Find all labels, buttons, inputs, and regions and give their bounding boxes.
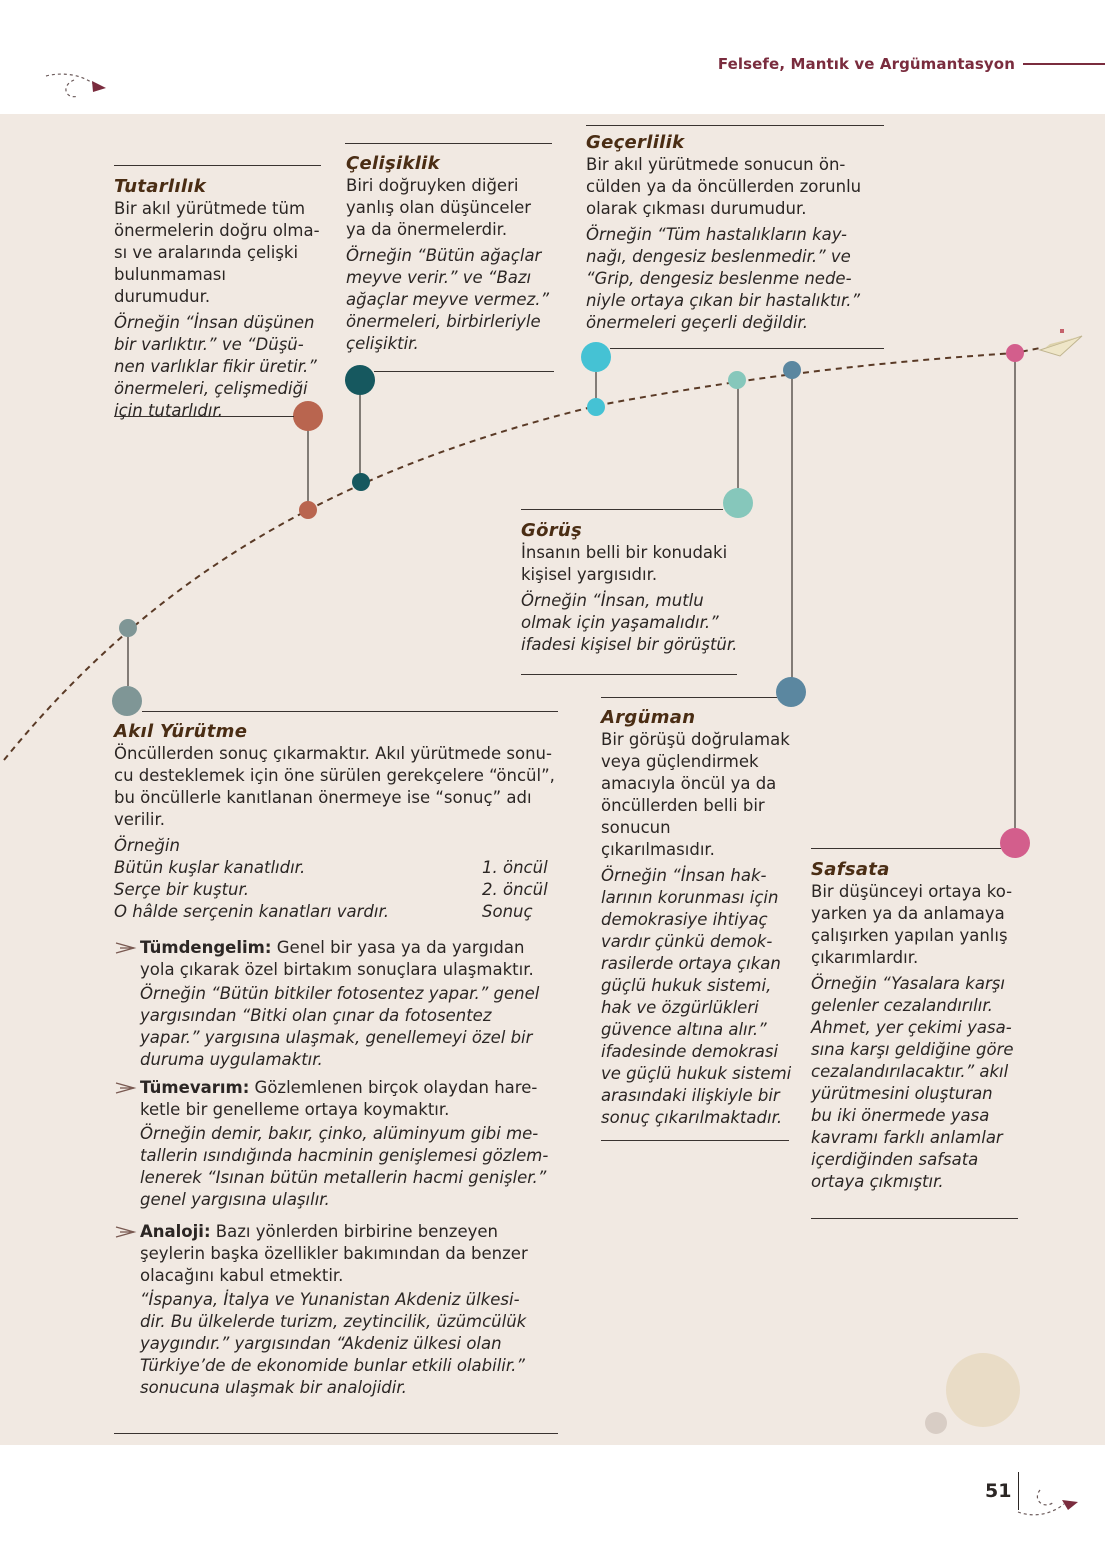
dashed-arrow-icon <box>46 74 106 97</box>
tumevarim-item: Tümevarım: Gözlemlenen birçok olaydan hare- ketle bir genelleme ortaya koymaktır. Örneğin demir, bakır, çinko, alüminyum gibi me- tallerin ısındığında hacminin genişlemesi gözlem- lenerek “Isınan bütün metallerin hacmi genişler.” genel yargısına ulaşılır. <box>114 1077 560 1211</box>
arguman-dot-large <box>776 677 806 707</box>
akil-rule-bottom <box>114 1433 558 1434</box>
gecerlilik-dot-small <box>587 398 605 416</box>
gorus-dot-large <box>723 488 753 518</box>
arguman-line: amacıyla öncül ya da <box>601 774 777 793</box>
analoji-item: Analoji: Bazı yönlerden birbirine benzeyen şeylerin başka özellikler bakımından da benzer olacağını kabul etmektir. “İspanya, İtalya ve Yunanistan Akdeniz ülkesi- dir. Bu ülkelerde turizm, zeytincilik, üzümcülük yaygındır.” yargısından “Akdeniz ülkesi olan Türkiye’de de ekonomide bunlar etkili olabilir.” sonucuna ulaşmak bir analojidir. <box>114 1221 560 1399</box>
safsata-dot-large <box>1000 828 1030 858</box>
celiskilik-rule-top <box>345 143 552 144</box>
safsata-example: Örneğin “Yasalara karşı gelenler cezalandırılır. Ahmet, yer çekimi yasa- sına karşı geldiğine göre cezalandırılacaktır.” akıl yürütmesini oluşturan bu iki önermede yasa kavramı farklı anlamlar içerdiğinden safsata ortaya çıkmıştır. <box>811 974 1014 1191</box>
arguman-rule-bottom <box>601 1140 789 1141</box>
gorus-line: İnsanın belli bir konudaki <box>521 543 728 562</box>
celiskilik-line: yanlış olan düşünceler <box>346 198 532 217</box>
akil-line: bu öncüllerle kanıtlanan önermeye ise “sonuç” adı <box>114 788 532 807</box>
analoji-example: “İspanya, İtalya ve Yunanistan Akdeniz ülkesi- dir. Bu ülkelerde turizm, zeytincilik, üzümcülük yaygındır.” yargısından “Akdeniz ülkesi olan Türkiye’de de ekonomide bunlar etkili olabilir.” sonucuna ulaşmak bir analojidir. <box>140 1290 527 1397</box>
gorus-box <box>521 520 751 656</box>
tutarlilik-example: Örneğin “İnsan düşünen bir varlıktır.” ve “Düşü- nen varlıklar fikir üretir.” önermeleri, çelişmediği için tutarlıdır. <box>114 313 317 420</box>
arrow-icon <box>114 1080 138 1096</box>
akil-line: cu desteklemek için öne sürülen gerekçelere “öncül”, <box>114 766 555 785</box>
gorus-rule-bottom <box>521 674 737 675</box>
gecerlilik-dot-large <box>581 342 611 372</box>
tumdengelim-example: Örneğin “Bütün bitkiler fotosentez yapar.” genel yargısından “Bitki olan çınar da fotosentez yapar.” yargısına ulaşmak, genellemeyi özel bir duruma uygulamaktır. <box>140 984 540 1069</box>
safsata-rule-top <box>811 848 1001 849</box>
akil-title: Akıl Yürütme <box>114 721 248 742</box>
safsata-title: Safsata <box>811 859 890 880</box>
tutarlilik-line: bulunmaması durumudur. <box>114 265 226 306</box>
arguman-line: sonucun <box>601 818 671 837</box>
safsata-box <box>811 859 1026 1193</box>
safsata-line: Bir düşünceyi ortaya ko- <box>811 882 1013 901</box>
celiskilik-dot-small <box>352 473 370 491</box>
syllogism-row: O hâlde serçenin kanatları vardır. Sonuç <box>114 902 533 921</box>
syllogism-table <box>114 835 560 923</box>
syllogism-row: Serçe bir kuştur. 2. öncül <box>114 880 548 899</box>
arguman-box <box>601 707 801 1129</box>
gecerlilik-line: cülden ya da öncüllerden zorunlu <box>586 177 862 196</box>
celiskilik-box <box>346 153 556 355</box>
safsata-dot-small <box>1006 344 1024 362</box>
safsata-rule-bottom <box>811 1218 1018 1219</box>
page-number-divider <box>1018 1472 1019 1510</box>
tutarlilik-line: önermelerin doğru olma- <box>114 221 320 240</box>
celiskilik-dot-large <box>345 365 375 395</box>
akil-dot-large <box>112 686 142 716</box>
akil-line: verilir. <box>114 810 165 829</box>
decor-bubble-large <box>946 1353 1020 1427</box>
celiskilik-rule-bottom <box>374 371 554 372</box>
arguman-rule-top <box>601 697 777 698</box>
arguman-line: Bir görüşü doğrulamak <box>601 730 790 749</box>
paper-plane-icon <box>1040 329 1082 356</box>
arguman-line: veya güçlendirmek <box>601 752 759 771</box>
gecerlilik-line: Bir akıl yürütmede sonucun ön- <box>586 155 846 174</box>
tutarlilik-line: sı ve aralarında çelişki <box>114 243 299 262</box>
tumevarim-example: Örneğin demir, bakır, çinko, alüminyum gibi me- tallerin ısındığında hacminin genişlemesi gözlem- lenerek “Isınan bütün metallerin hacmi genişler.” genel yargısına ulaşılır. <box>140 1124 549 1209</box>
gecerlilik-rule-bottom <box>610 348 884 349</box>
tutarlilik-title: Tutarlılık <box>114 176 207 197</box>
tutarlilik-box <box>114 176 324 422</box>
gecerlilik-rule-top <box>586 125 884 126</box>
gorus-rule-top <box>521 509 723 510</box>
gecerlilik-line: olarak çıkması durumudur. <box>586 199 807 218</box>
tutarlilik-dot-small <box>299 501 317 519</box>
arrow-icon <box>114 940 138 956</box>
gecerlilik-box <box>586 132 886 334</box>
syllogism-label: Örneğin <box>114 836 180 855</box>
gorus-line: kişisel yargısıdır. <box>521 565 658 584</box>
tutarlilik-rule-top <box>114 165 321 166</box>
safsata-line: yarken ya da anlamaya <box>811 904 1005 923</box>
gorus-dot-small <box>728 371 746 389</box>
page-number: 51 <box>985 1480 1012 1502</box>
gorus-example: Örneğin “İnsan, mutlu olmak için yaşamalıdır.” ifadesi kişisel bir görüştür. <box>521 591 738 654</box>
akil-rule-top <box>142 711 558 712</box>
arguman-line: çıkarılmasıdır. <box>601 840 715 859</box>
dashed-arrow-icon-bottom <box>1018 1490 1078 1515</box>
akil-dot-small <box>119 619 137 637</box>
celiskilik-line: ya da önermelerdir. <box>346 220 508 239</box>
celiskilik-example: Örneğin “Bütün ağaçlar meyve verir.” ve “Bazı ağaçlar meyve vermez.” önermeleri, birbirleriyle çelişiktir. <box>346 246 550 353</box>
arguman-line: öncüllerden belli bir <box>601 796 765 815</box>
akil-line: Öncüllerden sonuç çıkarmaktır. Akıl yürütmede sonu- <box>114 744 552 763</box>
akil-box <box>114 721 560 1399</box>
arguman-dot-small <box>783 361 801 379</box>
tutarlilik-line: Bir akıl yürütmede tüm <box>114 199 306 218</box>
arguman-title: Argüman <box>601 707 696 728</box>
syllogism-row: Bütün kuşlar kanatlıdır. 1. öncül <box>114 858 548 877</box>
arguman-example: Örneğin “İnsan hak- larının korunması için demokrasiye ihtiyaç vardır çünkü demok- rasilerde ortaya çıkan güçlü hukuk sistemi, hak ve özgürlükleri güvence altına alır.” ifadesinde demokrasi ve güçlü hukuk sistemi arasındaki ilişkiyle bir sonuç çıkarılmaktadır. <box>601 866 792 1127</box>
gorus-title: Görüş <box>521 520 583 541</box>
safsata-line: çalışırken yapılan yanlış <box>811 926 1008 945</box>
safsata-line: çıkarımlardır. <box>811 948 919 967</box>
arrow-icon <box>114 1224 138 1240</box>
gecerlilik-example: Örneğin “Tüm hastalıkların kay- nağı, dengesiz beslenmedir.” ve “Grip, dengesiz beslenme nede- niyle ortaya çıkan bir hastalıktır.” önermeleri geçerli değildir. <box>586 225 861 332</box>
celiskilik-line: Biri doğruyken diğeri <box>346 176 519 195</box>
decor-bubble-small <box>925 1412 947 1434</box>
tumdengelim-item: Tümdengelim: Genel bir yasa ya da yargıdan yola çıkarak özel birtakım sonuçlara ulaşmaktır. Örneğin “Bütün bitkiler fotosentez yapar.” genel yargısından “Bitki olan çınar da fotosentez yapar.” yargısına ulaşmak, genellemeyi özel bir duruma uygulamaktır. <box>114 937 560 1071</box>
header-title: Felsefe, Mantık ve Argümantasyon <box>717 55 1015 73</box>
celiskilik-title: Çelişiklik <box>346 153 440 174</box>
gecerlilik-title: Geçerlilik <box>586 132 685 153</box>
